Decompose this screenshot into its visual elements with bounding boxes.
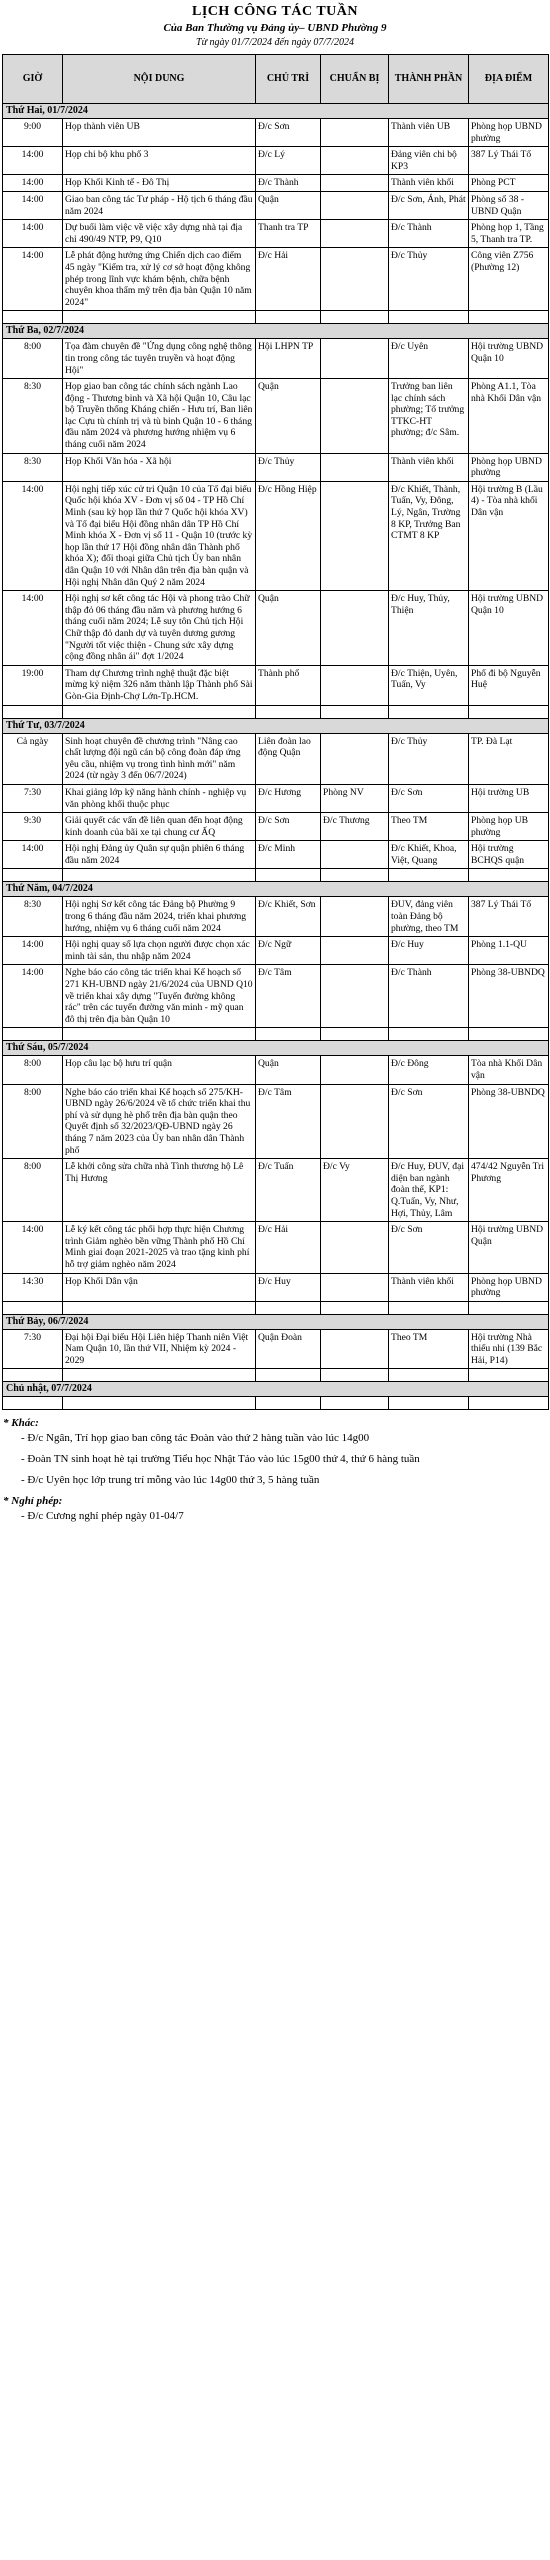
table-row bbox=[3, 733, 549, 784]
chair-cell: Quận bbox=[256, 379, 321, 454]
time-cell: 8:30 bbox=[3, 453, 63, 481]
empty-cell bbox=[389, 1301, 469, 1314]
time-cell: 8:00 bbox=[3, 1084, 63, 1159]
empty-cell bbox=[389, 1369, 469, 1382]
day-label: Chủ nhật, 07/7/2024 bbox=[3, 1382, 549, 1397]
members-cell: Đ/c Sơn bbox=[389, 1222, 469, 1273]
chair-cell: Hội LHPN TP bbox=[256, 339, 321, 379]
content-cell: Họp giao ban công tác chính sách ngành Lao động - Thương binh và Xã hội Quận 10, Câu lạc bộ Truyền thống Kháng chiến - Hưu trí, Ban liên lạc Cựu tù chính trị và tù binh Quận 10 - 6 tháng đầu năm 2024 và phương hướng nhiệm vụ 6 tháng cuối năm 2024 bbox=[63, 379, 256, 454]
members-cell: Đ/c Huy bbox=[389, 937, 469, 965]
notes-section bbox=[3, 1416, 547, 1524]
col-header-chair: CHỦ TRÌ bbox=[256, 55, 321, 104]
table-row bbox=[3, 248, 549, 311]
col-header-prep: CHUẨN BỊ bbox=[321, 55, 389, 104]
day-spacer-row bbox=[3, 1028, 549, 1041]
time-cell: 7:30 bbox=[3, 1329, 63, 1369]
prep-cell bbox=[321, 379, 389, 454]
prep-cell bbox=[321, 937, 389, 965]
place-cell: Công viên Z756 (Phường 12) bbox=[469, 248, 549, 311]
time-cell: Cả ngày bbox=[3, 733, 63, 784]
time-cell: 19:00 bbox=[3, 665, 63, 705]
members-cell: Đ/c Đông bbox=[389, 1056, 469, 1084]
chair-cell: Đ/c Hồng Hiệp bbox=[256, 481, 321, 590]
prep-cell: Phòng NV bbox=[321, 784, 389, 812]
leave-notes-heading: * Nghỉ phép: bbox=[3, 1495, 63, 1508]
prep-cell bbox=[321, 220, 389, 248]
day-header-row bbox=[3, 1314, 549, 1329]
place-cell: Phòng A1.1, Tòa nhà Khối Dân vận bbox=[469, 379, 549, 454]
chair-cell: Đ/c Sơn bbox=[256, 813, 321, 841]
content-cell: Sinh hoạt chuyên đề chương trình "Nâng cao chất lượng đội ngũ cán bộ công đoàn đáp ứng yêu cầu, nhiệm vụ trong tình hình mới" năm 2024 (từ ngày 3 đến 06/7/2024) bbox=[63, 733, 256, 784]
table-row bbox=[3, 453, 549, 481]
empty-cell bbox=[469, 1369, 549, 1382]
prep-cell bbox=[321, 481, 389, 590]
time-cell: 9:30 bbox=[3, 813, 63, 841]
prep-cell bbox=[321, 453, 389, 481]
empty-cell bbox=[256, 705, 321, 718]
content-cell: Hội nghị Đảng ủy Quân sự quận phiên 6 tháng đầu năm 2024 bbox=[63, 841, 256, 869]
table-row bbox=[3, 937, 549, 965]
day-label: Thứ Bảy, 06/7/2024 bbox=[3, 1314, 549, 1329]
members-cell: Thành viên UB bbox=[389, 119, 469, 147]
prep-cell bbox=[321, 591, 389, 666]
table-row bbox=[3, 1222, 549, 1273]
content-cell: Tọa đàm chuyên đề "Ứng dụng công nghệ thông tin trong công tác tuyên truyền và hoạt động Hội" bbox=[63, 339, 256, 379]
prep-cell bbox=[321, 841, 389, 869]
prep-cell bbox=[321, 191, 389, 219]
members-cell: Đ/c Khiết, Khoa, Việt, Quang bbox=[389, 841, 469, 869]
table-row bbox=[3, 1273, 549, 1301]
time-cell: 8:00 bbox=[3, 1056, 63, 1084]
place-cell: TP. Đà Lạt bbox=[469, 733, 549, 784]
place-cell: Phòng 1.1-QU bbox=[469, 937, 549, 965]
prep-cell bbox=[321, 733, 389, 784]
table-row bbox=[3, 220, 549, 248]
col-header-members: THÀNH PHẦN bbox=[389, 55, 469, 104]
chair-cell: Thành phố bbox=[256, 665, 321, 705]
empty-cell bbox=[256, 1369, 321, 1382]
table-row bbox=[3, 379, 549, 454]
time-cell: 14:00 bbox=[3, 175, 63, 192]
empty-cell bbox=[469, 1028, 549, 1041]
day-spacer-row bbox=[3, 705, 549, 718]
content-cell: Hội nghị tiếp xúc cử tri Quận 10 của Tổ đại biểu Quốc hội khóa XV - Đơn vị số 04 - TP Hồ Chí Minh (sau kỳ họp lần thứ 7 Quốc hội khóa XV) và Tổ đại biểu Hội đồng nhân dân TP Hồ Chí Minh khóa X - Đơn vị số 11 - Quận 10 (trước kỳ họp lần thứ 17 Hội đồng nhân dân Thành phố khóa X); đối thoại giữa Chủ tịch Ủy ban nhân dân Quận 10 với Nhân dân trên địa bàn quận và Hội nghị Nhân dân Quý 2 năm 2024 bbox=[63, 481, 256, 590]
empty-cell bbox=[63, 1369, 256, 1382]
empty-cell bbox=[321, 1397, 389, 1410]
prep-cell bbox=[321, 147, 389, 175]
schedule-body bbox=[3, 104, 549, 1410]
members-cell: Đ/c Thiện, Uyên, Tuấn, Vy bbox=[389, 665, 469, 705]
place-cell: Phòng họp UB phường bbox=[469, 813, 549, 841]
content-cell: Họp câu lạc bộ hưu trí quận bbox=[63, 1056, 256, 1084]
prep-cell bbox=[321, 175, 389, 192]
day-spacer-row bbox=[3, 1301, 549, 1314]
empty-cell bbox=[321, 1369, 389, 1382]
chair-cell: Liên đoàn lao động Quận bbox=[256, 733, 321, 784]
time-cell: 14:00 bbox=[3, 220, 63, 248]
col-header-content: NỘI DUNG bbox=[63, 55, 256, 104]
place-cell: 387 Lý Thái Tổ bbox=[469, 897, 549, 937]
members-cell: Đảng viên chi bộ KP3 bbox=[389, 147, 469, 175]
day-spacer-row bbox=[3, 1397, 549, 1410]
day-label: Thứ Ba, 02/7/2024 bbox=[3, 324, 549, 339]
empty-cell bbox=[321, 869, 389, 882]
time-cell: 14:00 bbox=[3, 481, 63, 590]
prep-cell bbox=[321, 1222, 389, 1273]
members-cell: Đ/c Sơn bbox=[389, 784, 469, 812]
place-cell: Phòng họp UBND phường bbox=[469, 1273, 549, 1301]
place-cell: Hội trường UBND Quận 10 bbox=[469, 591, 549, 666]
place-cell: Phòng PCT bbox=[469, 175, 549, 192]
other-note-item: - Đoàn TN sinh hoạt hè tại trường Tiểu học Nhật Tảo vào lúc 15g00 thứ 4, thứ 6 hàng tuần bbox=[21, 1453, 420, 1466]
time-cell: 9:00 bbox=[3, 119, 63, 147]
content-cell: Họp chi bộ khu phố 3 bbox=[63, 147, 256, 175]
empty-cell bbox=[389, 705, 469, 718]
empty-cell bbox=[3, 1369, 63, 1382]
day-label: Thứ Năm, 04/7/2024 bbox=[3, 882, 549, 897]
members-cell: Đ/c Thành bbox=[389, 965, 469, 1028]
chair-cell: Đ/c Ngữ bbox=[256, 937, 321, 965]
col-header-time: GIỜ bbox=[3, 55, 63, 104]
table-row bbox=[3, 784, 549, 812]
prep-cell bbox=[321, 119, 389, 147]
members-cell: Đ/c Huy, Thủy, Thiện bbox=[389, 591, 469, 666]
empty-cell bbox=[3, 705, 63, 718]
chair-cell: Đ/c Khiết, Sơn bbox=[256, 897, 321, 937]
members-cell: Đ/c Sơn bbox=[389, 1084, 469, 1159]
prep-cell bbox=[321, 248, 389, 311]
content-cell: Hội nghị quay số lựa chọn người được chọn xác minh tài sản, thu nhập năm 2024 bbox=[63, 937, 256, 965]
empty-cell bbox=[389, 311, 469, 324]
time-cell: 14:00 bbox=[3, 147, 63, 175]
day-header-row bbox=[3, 1382, 549, 1397]
empty-cell bbox=[63, 705, 256, 718]
time-cell: 8:30 bbox=[3, 379, 63, 454]
empty-cell bbox=[469, 869, 549, 882]
place-cell: Hội trường UBND Quận 10 bbox=[469, 339, 549, 379]
table-row bbox=[3, 1329, 549, 1369]
date-range: Từ ngày 01/7/2024 đến ngày 07/7/2024 bbox=[196, 37, 354, 48]
chair-cell: Đ/c Tuấn bbox=[256, 1159, 321, 1222]
empty-cell bbox=[3, 869, 63, 882]
prep-cell bbox=[321, 1084, 389, 1159]
day-header-row bbox=[3, 104, 549, 119]
chair-cell: Đ/c Minh bbox=[256, 841, 321, 869]
content-cell: Khai giảng lớp kỹ năng hành chính - nghiệp vụ văn phòng khối thuộc phục bbox=[63, 784, 256, 812]
chair-cell: Đ/c Thành bbox=[256, 175, 321, 192]
table-row bbox=[3, 119, 549, 147]
empty-cell bbox=[63, 1397, 256, 1410]
chair-cell: Đ/c Tâm bbox=[256, 1084, 321, 1159]
time-cell: 8:30 bbox=[3, 897, 63, 937]
prep-cell: Đ/c Thương bbox=[321, 813, 389, 841]
prep-cell bbox=[321, 1273, 389, 1301]
empty-cell bbox=[63, 1028, 256, 1041]
table-row bbox=[3, 175, 549, 192]
organization-subtitle: Của Ban Thường vụ Đảng ủy– UBND Phường 9 bbox=[163, 22, 387, 34]
members-cell: Thành viên khối bbox=[389, 453, 469, 481]
prep-cell bbox=[321, 1329, 389, 1369]
table-row bbox=[3, 147, 549, 175]
table-row bbox=[3, 1159, 549, 1222]
prep-cell bbox=[321, 897, 389, 937]
day-label: Thứ Sáu, 05/7/2024 bbox=[3, 1041, 549, 1056]
content-cell: Lễ phát động hưởng ứng Chiến dịch cao điểm 45 ngày "Kiểm tra, xử lý cơ sở hoạt động không phép trong lĩnh vực khám bệnh, chữa bệnh chuyên khoa thẩm mỹ trên địa bàn Quận 10 năm 2024" bbox=[63, 248, 256, 311]
chair-cell: Quận bbox=[256, 191, 321, 219]
chair-cell: Đ/c Lý bbox=[256, 147, 321, 175]
table-row bbox=[3, 897, 549, 937]
time-cell: 8:00 bbox=[3, 1159, 63, 1222]
time-cell: 14:00 bbox=[3, 591, 63, 666]
place-cell: Hội trường B (Lầu 4) - Tòa nhà khối Dân vận bbox=[469, 481, 549, 590]
day-spacer-row bbox=[3, 1369, 549, 1382]
table-row bbox=[3, 665, 549, 705]
members-cell: Theo TM bbox=[389, 813, 469, 841]
empty-cell bbox=[389, 1028, 469, 1041]
chair-cell: Đ/c Huy bbox=[256, 1273, 321, 1301]
members-cell: Đ/c Sơn, Ánh, Phát bbox=[389, 191, 469, 219]
place-cell: Hội trường UBND Quận bbox=[469, 1222, 549, 1273]
time-cell: 8:00 bbox=[3, 339, 63, 379]
content-cell: Nghe báo cáo triển khai Kế hoạch số 275/KH-UBND ngày 26/6/2024 về tổ chức triển khai thu phí và sử dụng hè phố trên địa bàn quận theo Quyết định số 32/2023/QĐ-UBND ngày 26 tháng 7 năm 2023 của Ủy ban nhân dân Thành phố bbox=[63, 1084, 256, 1159]
time-cell: 14:00 bbox=[3, 1222, 63, 1273]
empty-cell bbox=[3, 1397, 63, 1410]
empty-cell bbox=[3, 1028, 63, 1041]
content-cell: Nghe báo cáo công tác triển khai Kế hoạch số 271 KH-UBND ngày 21/6/2024 của UBND Q10 về triển khai xây dựng "Tuyến đường không rác" trên các tuyến đường văn minh - mỹ quan đô thị trên địa bàn Quận 10 bbox=[63, 965, 256, 1028]
day-spacer-row bbox=[3, 311, 549, 324]
day-header-row bbox=[3, 882, 549, 897]
members-cell: Đ/c Thành bbox=[389, 220, 469, 248]
table-header-row bbox=[3, 55, 549, 104]
table-row bbox=[3, 591, 549, 666]
place-cell: Phòng họp UBND phường bbox=[469, 453, 549, 481]
members-cell: Theo TM bbox=[389, 1329, 469, 1369]
day-label: Thứ Tư, 03/7/2024 bbox=[3, 718, 549, 733]
schedule-table bbox=[2, 54, 549, 1410]
empty-cell bbox=[469, 1397, 549, 1410]
members-cell: Đ/c Uyên bbox=[389, 339, 469, 379]
members-cell: Đ/c Thủy bbox=[389, 248, 469, 311]
empty-cell bbox=[469, 311, 549, 324]
table-row bbox=[3, 1056, 549, 1084]
page-title: LỊCH CÔNG TÁC TUẦN bbox=[191, 4, 358, 19]
prep-cell bbox=[321, 1056, 389, 1084]
members-cell: Đ/c Huy, ĐUV, đại diện ban ngành đoàn thể, KP1: Q.Tuấn, Vy, Như, Hợi, Thủy, Lâm bbox=[389, 1159, 469, 1222]
empty-cell bbox=[256, 1397, 321, 1410]
members-cell: Trưởng ban liên lạc chính sách phường; Tổ trưởng TTKC-HT phường; đ/c Sâm. bbox=[389, 379, 469, 454]
place-cell: Hội trường Nhà thiếu nhi (139 Bắc Hải, P14) bbox=[469, 1329, 549, 1369]
place-cell: Hội trường UB bbox=[469, 784, 549, 812]
table-row bbox=[3, 191, 549, 219]
place-cell: Phòng họp 1, Tầng 5, Thanh tra TP. bbox=[469, 220, 549, 248]
chair-cell: Đ/c Hải bbox=[256, 1222, 321, 1273]
prep-cell: Đ/c Vy bbox=[321, 1159, 389, 1222]
members-cell: ĐUV, đảng viên toàn Đảng bộ phường, theo TM bbox=[389, 897, 469, 937]
empty-cell bbox=[256, 311, 321, 324]
empty-cell bbox=[63, 1301, 256, 1314]
other-note-item: - Đ/c Ngân, Trí họp giao ban công tác Đoàn vào thứ 2 hàng tuần vào lúc 14g00 bbox=[21, 1432, 370, 1445]
empty-cell bbox=[3, 311, 63, 324]
empty-cell bbox=[321, 311, 389, 324]
time-cell: 14:00 bbox=[3, 841, 63, 869]
table-row bbox=[3, 339, 549, 379]
content-cell: Hội nghị Sơ kết công tác Đảng bộ Phường 9 trong 6 tháng đầu năm 2024, triển khai phương hướng, nhiệm vụ 6 tháng cuối năm 2024 bbox=[63, 897, 256, 937]
content-cell: Giải quyết các vấn đề liên quan đến hoạt động kinh doanh của bãi xe tại chung cư ẤQ bbox=[63, 813, 256, 841]
members-cell: Đ/c Khiết, Thành, Tuấn, Vy, Đông, Lý, Ngân, Trường 8 KP, Trưởng Ban CTMT 8 KP bbox=[389, 481, 469, 590]
time-cell: 7:30 bbox=[3, 784, 63, 812]
content-cell: Họp Khối Kinh tế - Đô Thị bbox=[63, 175, 256, 192]
content-cell: Tham dự Chương trình nghệ thuật đặc biệt mừng kỷ niệm 326 năm thành lập Thành phố Sài Gòn-Gia Định-Chợ Lớn-Tp.HCM. bbox=[63, 665, 256, 705]
empty-cell bbox=[63, 311, 256, 324]
other-notes-heading: * Khác: bbox=[3, 1417, 39, 1430]
chair-cell: Quận bbox=[256, 1056, 321, 1084]
empty-cell bbox=[389, 1397, 469, 1410]
chair-cell: Quận bbox=[256, 591, 321, 666]
empty-cell bbox=[256, 1301, 321, 1314]
time-cell: 14:00 bbox=[3, 248, 63, 311]
content-cell: Hội nghị sơ kết công tác Hội và phong trào Chữ thập đỏ 06 tháng đầu năm và phương hướng 6 tháng cuối năm 2024; Lễ suy tôn Chủ tịch Hội Chữ thập đỏ danh dự và tuyên dương gương "Người tốt việc thiện - Chung sức xây dựng cộng đồng nhân ái" đợt 1/2024 bbox=[63, 591, 256, 666]
content-cell: Dự buổi làm việc về việc xây dựng nhà tại địa chỉ 490/49 NTP, P9, Q10 bbox=[63, 220, 256, 248]
place-cell: Phòng 38-UBNDQ bbox=[469, 965, 549, 1028]
table-row bbox=[3, 1084, 549, 1159]
chair-cell: Thanh tra TP bbox=[256, 220, 321, 248]
table-row bbox=[3, 481, 549, 590]
day-header-row bbox=[3, 1041, 549, 1056]
place-cell: Phố đi bộ Nguyễn Huệ bbox=[469, 665, 549, 705]
other-note-item: - Đ/c Uyên học lớp trung trí mỗng vào lúc 14g00 thứ 3, 5 hàng tuần bbox=[21, 1474, 320, 1487]
table-row bbox=[3, 965, 549, 1028]
place-cell: Phòng số 38 - UBND Quận bbox=[469, 191, 549, 219]
content-cell: Họp Khối Văn hóa - Xã hội bbox=[63, 453, 256, 481]
time-cell: 14:00 bbox=[3, 965, 63, 1028]
content-cell: Đại hội Đại biểu Hội Liên hiệp Thanh niên Việt Nam Quận 10, lần thứ VII, Nhiệm kỳ 2024 - 2029 bbox=[63, 1329, 256, 1369]
empty-cell bbox=[469, 1301, 549, 1314]
content-cell: Họp thành viên UB bbox=[63, 119, 256, 147]
place-cell: Tòa nhà Khối Dân vận bbox=[469, 1056, 549, 1084]
place-cell: 387 Lý Thái Tổ bbox=[469, 147, 549, 175]
content-cell: Giao ban công tác Tư pháp - Hộ tịch 6 tháng đầu năm 2024 bbox=[63, 191, 256, 219]
time-cell: 14:00 bbox=[3, 191, 63, 219]
time-cell: 14:30 bbox=[3, 1273, 63, 1301]
prep-cell bbox=[321, 665, 389, 705]
prep-cell bbox=[321, 965, 389, 1028]
page-header bbox=[0, 0, 550, 50]
time-cell: 14:00 bbox=[3, 937, 63, 965]
place-cell: Phòng họp UBND phường bbox=[469, 119, 549, 147]
day-header-row bbox=[3, 324, 549, 339]
place-cell: Phòng 38-UBNDQ bbox=[469, 1084, 549, 1159]
empty-cell bbox=[321, 1301, 389, 1314]
content-cell: Lễ khởi công sửa chữa nhà Tình thương hộ Lê Thị Hương bbox=[63, 1159, 256, 1222]
col-header-place: ĐỊA ĐIỂM bbox=[469, 55, 549, 104]
leave-note-item: - Đ/c Cương nghỉ phép ngày 01-04/7 bbox=[21, 1510, 184, 1523]
members-cell: Thành viên khối bbox=[389, 175, 469, 192]
empty-cell bbox=[321, 1028, 389, 1041]
content-cell: Lễ ký kết công tác phối hợp thực hiện Chương trình Giảm nghèo bền vững Thành phố Hồ Chí Minh giai đoạn 2021-2025 và trao tặng kinh phí hỗ trợ giảm nghèo năm 2024 bbox=[63, 1222, 256, 1273]
empty-cell bbox=[3, 1301, 63, 1314]
day-spacer-row bbox=[3, 869, 549, 882]
table-row bbox=[3, 813, 549, 841]
empty-cell bbox=[321, 705, 389, 718]
chair-cell: Đ/c Thủy bbox=[256, 453, 321, 481]
chair-cell: Đ/c Hải bbox=[256, 248, 321, 311]
table-row bbox=[3, 841, 549, 869]
empty-cell bbox=[389, 869, 469, 882]
empty-cell bbox=[256, 1028, 321, 1041]
chair-cell: Đ/c Hương bbox=[256, 784, 321, 812]
place-cell: 474/42 Nguyễn Tri Phương bbox=[469, 1159, 549, 1222]
empty-cell bbox=[469, 705, 549, 718]
place-cell: Hội trường BCHQS quận bbox=[469, 841, 549, 869]
day-label: Thứ Hai, 01/7/2024 bbox=[3, 104, 549, 119]
members-cell: Đ/c Thủy bbox=[389, 733, 469, 784]
content-cell: Họp Khối Dân vận bbox=[63, 1273, 256, 1301]
chair-cell: Đ/c Tâm bbox=[256, 965, 321, 1028]
chair-cell: Quận Đoàn bbox=[256, 1329, 321, 1369]
prep-cell bbox=[321, 339, 389, 379]
empty-cell bbox=[63, 869, 256, 882]
chair-cell: Đ/c Sơn bbox=[256, 119, 321, 147]
day-header-row bbox=[3, 718, 549, 733]
members-cell: Thành viên khối bbox=[389, 1273, 469, 1301]
empty-cell bbox=[256, 869, 321, 882]
